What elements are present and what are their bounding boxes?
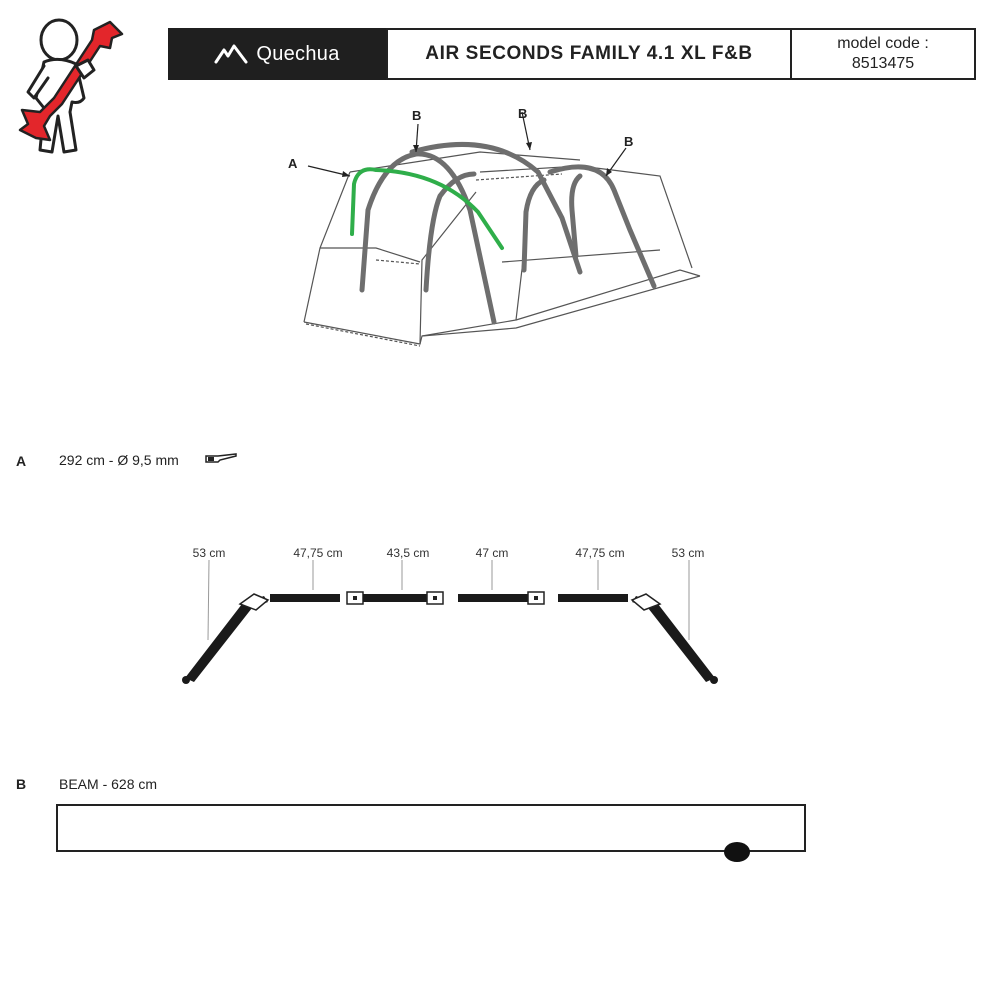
beam-diagram: [56, 804, 806, 852]
section-b-spec: BEAM - 628 cm: [59, 776, 158, 792]
repair-mascot-icon: [14, 12, 134, 162]
segment-label-2: 47,75 cm: [293, 546, 343, 560]
product-title-box: [386, 28, 790, 80]
segment-label-1: 53 cm: [192, 546, 226, 560]
header-bar: [168, 28, 976, 80]
pole-segment-4: [458, 592, 544, 604]
brand-name: Quechua: [256, 42, 340, 65]
pole-segment-6: [632, 594, 718, 684]
segment-label-6: 53 cm: [671, 546, 705, 560]
callout-b-1: B: [412, 108, 422, 123]
segment-label-3: 43,5 cm: [386, 546, 430, 560]
section-a-letter: A: [16, 453, 27, 469]
product-title: AIR SECONDS FAMILY 4.1 XL F&B: [425, 43, 753, 64]
section-b-letter: B: [16, 776, 27, 792]
pole-segment-3: [347, 592, 443, 604]
model-code-label: model code :: [837, 35, 929, 52]
pole-segment-2: [270, 594, 340, 602]
pole-segments-diagram: [170, 540, 730, 700]
model-code-value: 8513475: [851, 55, 915, 72]
beam-valve-icon: [724, 842, 750, 862]
callout-b-3: B: [624, 134, 634, 149]
segment-label-5: 47,75 cm: [575, 546, 625, 560]
pole-tip-icon: [204, 453, 238, 465]
tent-illustration: [280, 100, 720, 360]
callout-b-2: B: [518, 106, 528, 121]
pole-segment-5: [558, 594, 628, 602]
section-a-spec: 292 cm - Ø 9,5 mm: [59, 452, 179, 468]
pole-segment-1: [182, 594, 268, 684]
callout-a: A: [288, 156, 298, 171]
model-code-box: [790, 28, 976, 80]
segment-label-4: 47 cm: [475, 546, 509, 560]
quechua-mountain-icon: [214, 44, 248, 64]
brand-logo: [168, 28, 386, 80]
